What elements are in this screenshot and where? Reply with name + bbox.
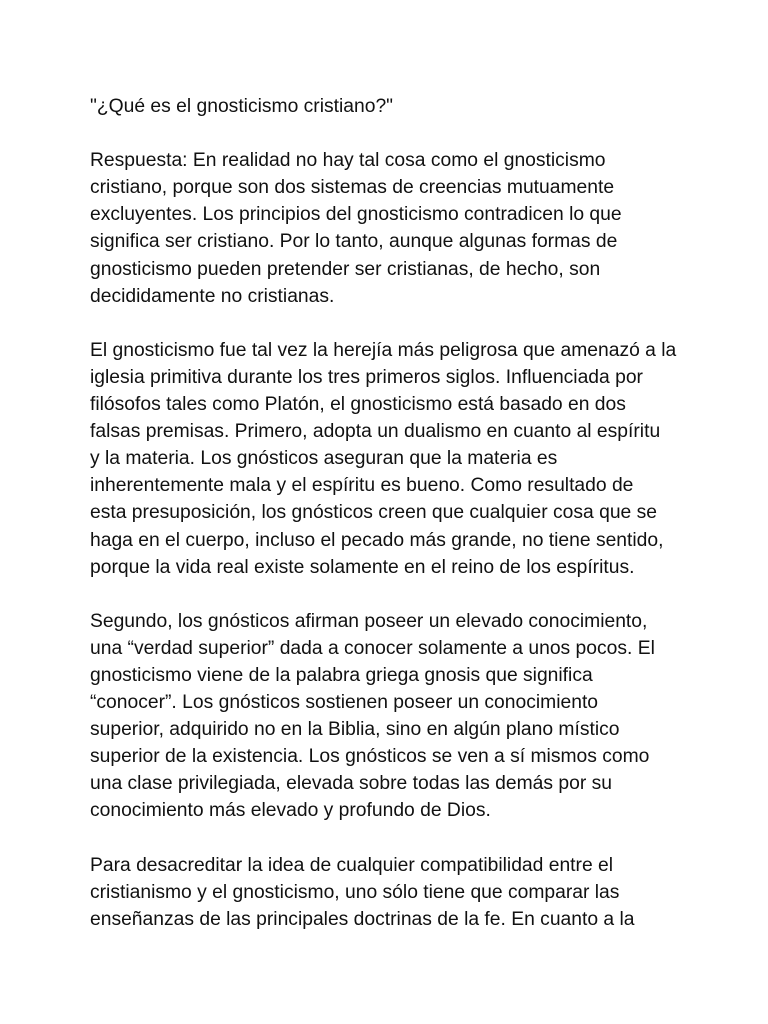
text-line: inherentemente mala y el espíritu es bueno. Como resultado de (90, 475, 634, 497)
text-line: esta presuposición, los gnósticos creen que cualquier cosa que se (90, 502, 657, 524)
text-line: porque la vida real existe solamente en el reino de los espíritus. (90, 556, 635, 578)
text-line: “conocer”. Los gnósticos sostienen poseer un conocimiento (90, 692, 599, 714)
paragraph-heresy (90, 337, 690, 581)
text-line: gnosticismo viene de la palabra griega gnosis que significa (90, 664, 593, 686)
paragraph-comparison (90, 852, 690, 933)
text-line: El gnosticismo fue tal vez la herejía más peligrosa que amenazó a la (90, 339, 677, 361)
text-line: enseñanzas de las principales doctrinas de la fe. En cuanto a la (90, 908, 635, 930)
document-body (90, 93, 690, 960)
text-line: superior, adquirido no en la Biblia, sino en algún plano místico (90, 719, 620, 741)
text-line: conocimiento más elevado y profundo de Dios. (90, 800, 491, 822)
text-line: haga en el cuerpo, incluso el pecado más grande, no tiene sentido, (90, 529, 664, 551)
text-line: falsas premisas. Primero, adopta un dualismo en cuanto al espíritu (90, 421, 661, 443)
text-line: una “verdad superior” dada a conocer solamente a unos pocos. El (90, 637, 655, 659)
paragraph-answer (90, 147, 690, 310)
text-line: Segundo, los gnósticos afirman poseer un elevado conocimiento, (90, 610, 648, 632)
text-line: Para desacreditar la idea de cualquier compatibilidad entre el (90, 854, 614, 876)
text-line: superior de la existencia. Los gnósticos se ven a sí mismos como (90, 746, 650, 768)
text-line: cristianismo y el gnosticismo, uno sólo tiene que comparar las (90, 881, 620, 903)
text-line: filósofos tales como Platón, el gnosticismo está basado en dos (90, 394, 626, 416)
text-line: iglesia primitiva durante los tres primeros siglos. Influenciada por (90, 366, 643, 388)
text-line: cristiano, porque son dos sistemas de creencias mutuamente (90, 177, 615, 199)
text-line: gnosticismo pueden pretender ser cristianas, de hecho, son (90, 258, 601, 280)
text-line: excluyentes. Los principios del gnosticismo contradicen lo que (90, 204, 622, 226)
text-line: Respuesta: En realidad no hay tal cosa como el gnosticismo (90, 150, 606, 172)
document-title: "¿Qué es el gnosticismo cristiano?" (90, 96, 394, 117)
text-line: significa ser cristiano. Por lo tanto, aunque algunas formas de (90, 231, 618, 253)
text-line: una clase privilegiada, elevada sobre todas las demás por su (90, 773, 612, 795)
text-line: y la materia. Los gnósticos aseguran que la materia es (90, 448, 558, 470)
text-line: decididamente no cristianas. (90, 285, 335, 307)
paragraph-knowledge (90, 608, 690, 825)
